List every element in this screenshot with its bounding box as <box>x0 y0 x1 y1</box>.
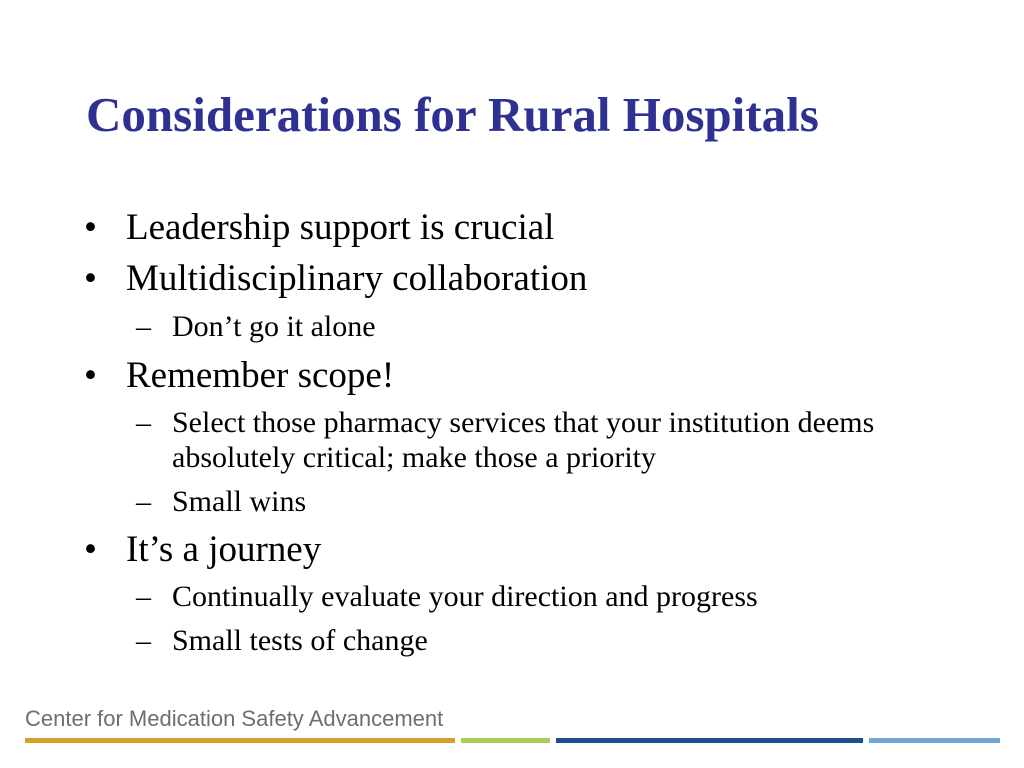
sub-bullet-marker: – <box>136 624 151 657</box>
sub-bullet-marker: – <box>136 580 151 613</box>
bullet-item <box>84 528 321 572</box>
sub-bullet-text: Small wins <box>172 485 307 518</box>
bullet-item <box>84 354 394 398</box>
bullet-marker: • <box>84 529 97 570</box>
sub-bullet-marker: – <box>136 485 151 518</box>
bullet-item <box>84 206 554 250</box>
sub-bullet-item <box>136 405 952 475</box>
bullet-text: Remember scope! <box>126 355 395 396</box>
sub-bullet-text: Select those pharmacy services that your institution deems absolutely critical; make those a priority <box>172 406 875 474</box>
footer-bar-green <box>461 738 550 743</box>
bullet-text: Multidisciplinary collaboration <box>126 258 588 299</box>
sub-bullet-item <box>136 579 758 614</box>
sub-bullet-marker: – <box>136 310 151 343</box>
footer-bar-gold <box>25 738 455 743</box>
sub-bullet-item <box>136 309 376 344</box>
sub-bullet-item <box>136 623 428 658</box>
footer-bar-navy <box>556 738 863 743</box>
bullet-text: Leadership support is crucial <box>126 207 555 248</box>
sub-bullet-item <box>136 484 306 519</box>
footer-bar-light-blue <box>869 738 1000 743</box>
bullet-marker: • <box>84 258 97 299</box>
sub-bullet-text: Continually evaluate your direction and progress <box>172 580 758 613</box>
footer-organization-name: Center for Medication Safety Advancement <box>25 706 444 731</box>
sub-bullet-text: Don’t go it alone <box>172 310 376 343</box>
bullet-marker: • <box>84 355 97 396</box>
bullet-item <box>84 257 587 301</box>
bullet-text: It’s a journey <box>126 529 322 570</box>
slide-title: Considerations for Rural Hospitals <box>86 87 819 142</box>
sub-bullet-marker: – <box>136 406 151 439</box>
sub-bullet-text: Small tests of change <box>172 624 428 657</box>
bullet-marker: • <box>84 207 97 248</box>
